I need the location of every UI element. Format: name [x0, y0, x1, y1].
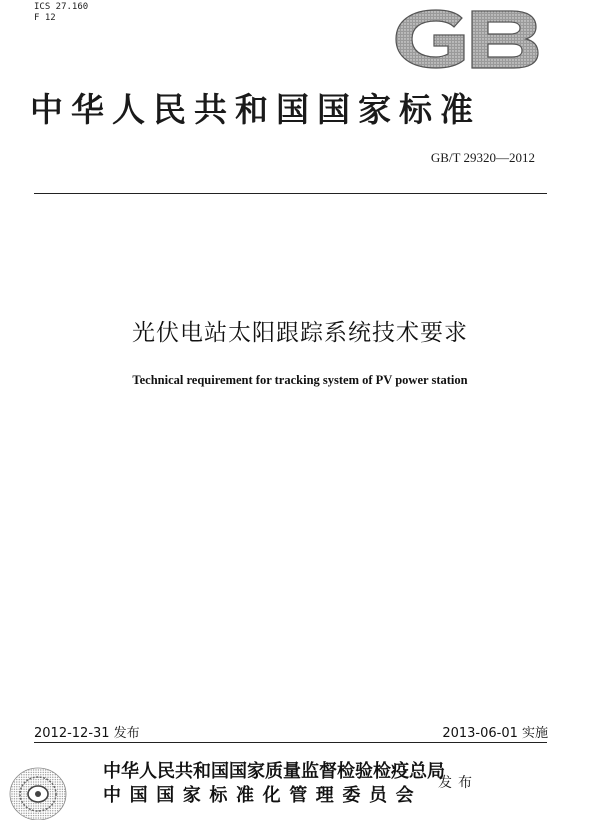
publish-label: 发布: [438, 775, 478, 791]
issuer-sac: 中国国家标准化管理委员会: [103, 785, 423, 806]
official-seal-icon: [6, 764, 70, 820]
gb-logo-icon: [392, 8, 540, 70]
document-title-cn: 光伏电站太阳跟踪系统技术要求: [132, 320, 468, 346]
footer-divider: [34, 742, 547, 743]
document-title-en: Technical requirement for tracking system of PV power station: [132, 373, 468, 387]
standard-number: GB/T 29320—2012: [430, 150, 535, 165]
national-standard-title: 中华人民共和国国家标准: [30, 90, 481, 129]
issuer-aqsiq: 中华人民共和国国家质量监督检验检疫总局: [103, 761, 445, 782]
ics-code: ICS 27.160: [34, 2, 89, 12]
implementation-date: 2013-06-01 实施: [442, 726, 548, 741]
ccs-code: F 12: [34, 13, 56, 23]
issue-date: 2012-12-31 发布: [34, 726, 140, 741]
classification-codes: [34, 2, 88, 24]
header-divider: [34, 193, 547, 194]
